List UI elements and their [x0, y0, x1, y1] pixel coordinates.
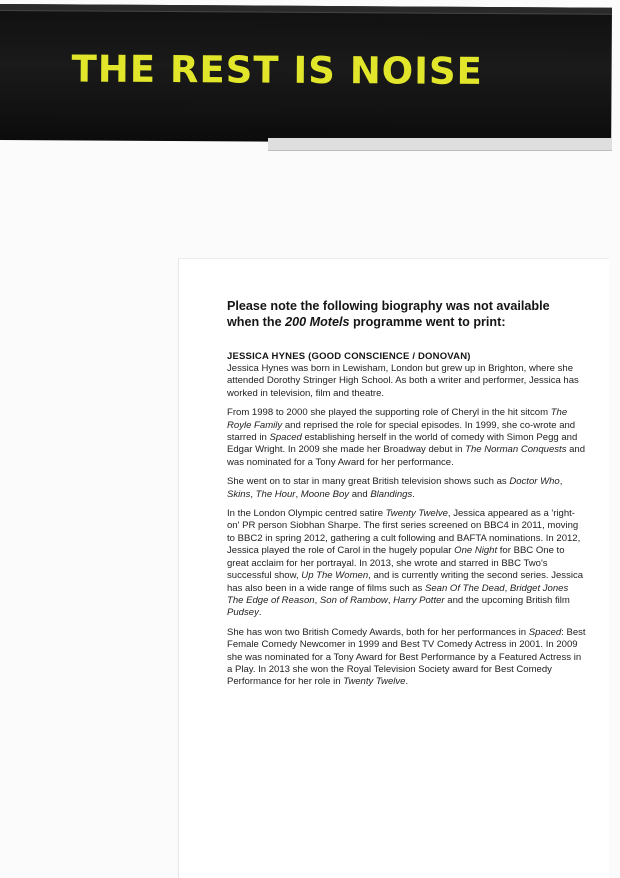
- bio-title-italic: The Royle Family: [227, 407, 568, 431]
- paper-strap: [268, 138, 612, 151]
- bio-text-run: .: [258, 607, 262, 619]
- bio-title-italic: Sean Of The Dead: [424, 582, 505, 594]
- notice-line-2-suffix: programme went to print:: [349, 315, 506, 329]
- bio-title-italic: Spaced: [528, 626, 562, 638]
- bio-paragraph: [227, 508, 587, 620]
- bio-text-run: and: [349, 488, 371, 500]
- bio-title-italic: Doctor Who: [509, 476, 560, 488]
- bio-title-italic: Bridget Jones The Edge of Reason: [227, 582, 569, 606]
- notice-line-1: Please note the following biography was not available: [227, 299, 550, 313]
- bio-text-run: ,: [559, 476, 563, 488]
- bio-text-run: ,: [250, 488, 256, 500]
- bio-title-italic: The Norman Conquests: [465, 444, 567, 456]
- bio-title-italic: Skins: [227, 488, 251, 500]
- notice-line-2-prefix: when the: [227, 315, 286, 329]
- bio-paragraph: [227, 363, 587, 400]
- bio-title-italic: One Night: [454, 545, 498, 557]
- bio-title-italic: Twenty Twelve: [343, 676, 406, 688]
- bio-heading: JESSICA HYNES (GOOD CONSCIENCE / DONOVAN): [227, 351, 471, 362]
- bio-text-run: and was nominated for a Tony Award for her performance.: [227, 444, 586, 468]
- bio-text-run: ,: [387, 594, 394, 606]
- bio-text-run: and reprised the role for special episodes. In 1999, she co-wrote and starred in: [227, 419, 576, 444]
- bio-title-italic: Son of Rambow: [319, 594, 388, 606]
- bio-text-run: In the London Olympic centred satire: [227, 508, 386, 520]
- bio-text-run: ,: [314, 594, 320, 606]
- bio-text-run: , and is currently writing the second series. Jessica has also been in a wide range of films such as: [227, 570, 584, 594]
- bio-title-italic: Pudsey: [227, 607, 259, 619]
- bio-text-run: , Jessica appeared as a 'right-on' PR person Siobhan Sharpe. The first series screened on BBC4 in 2011, moving to BBC2 in spring 2012, gathering a cult following and BAFTA nominations. In 2012, Jessica played the role of Carol in the hugely popular: [227, 508, 581, 557]
- header-banner: [0, 4, 612, 144]
- bio-title-italic: Spaced: [269, 432, 302, 444]
- bio-text-run: She has won two British Comedy Awards, both for her performances in: [227, 626, 529, 638]
- bio-paragraph: [227, 407, 587, 469]
- bio-text-run: She went on to star in many great British television shows such as: [227, 476, 510, 488]
- banner-top-edge: [0, 4, 612, 15]
- bio-title-italic: Up The Women: [301, 570, 369, 582]
- bio-text-run: : Best Female Comedy Newcomer in 1999 and Best TV Comedy Actress in 2001. In 2009 she was nominated for a Tony Award for Best Performance by a Featured Actress in a Play. In 2013 she won the Royal Television Society award for Best Comedy Performance for her role in: [227, 626, 586, 688]
- bio-title-italic: Twenty Twelve: [385, 508, 448, 520]
- banner-title: THE REST IS NOISE: [71, 47, 484, 93]
- bio-text-run: for BBC One to great acclaim for her portrayal. In 2013, she wrote and starred in BBC Two's successful show,: [227, 545, 565, 582]
- print-notice: [227, 298, 587, 330]
- bio-text-run: and the upcoming British film: [444, 594, 570, 606]
- bio-text-run: From 1998 to 2000 she played the supporting role of Cheryl in the hit sitcom: [227, 407, 551, 419]
- bio-text-run: establishing herself in the world of comedy with Simon Pegg and Edgar Wright. In 2009 she made her Broadway debut in: [227, 432, 578, 456]
- bio-text-run: .: [412, 488, 415, 500]
- bio-paragraph: [227, 476, 587, 501]
- notice-programme-title: 200 Motels: [285, 315, 350, 329]
- biography-insert: [227, 298, 587, 696]
- bio-text-run: .: [405, 676, 409, 688]
- bio-text-run: Jessica Hynes was born in Lewisham, London but grew up in Brighton, where she attended Dorothy Stringer High School. As both a writer and performer, Jessica has worked in television, film and theatre.: [227, 363, 579, 399]
- bio-text-run: ,: [295, 488, 301, 500]
- bio-title-italic: Harry Potter: [393, 594, 445, 606]
- bio-text-run: ,: [504, 582, 510, 594]
- bio-body: [227, 363, 587, 689]
- bio-paragraph: [227, 627, 587, 689]
- bio-title-italic: Moone Boy: [300, 488, 350, 500]
- bio-title-italic: The Hour: [255, 488, 296, 500]
- bio-title-italic: Blandings: [370, 488, 413, 500]
